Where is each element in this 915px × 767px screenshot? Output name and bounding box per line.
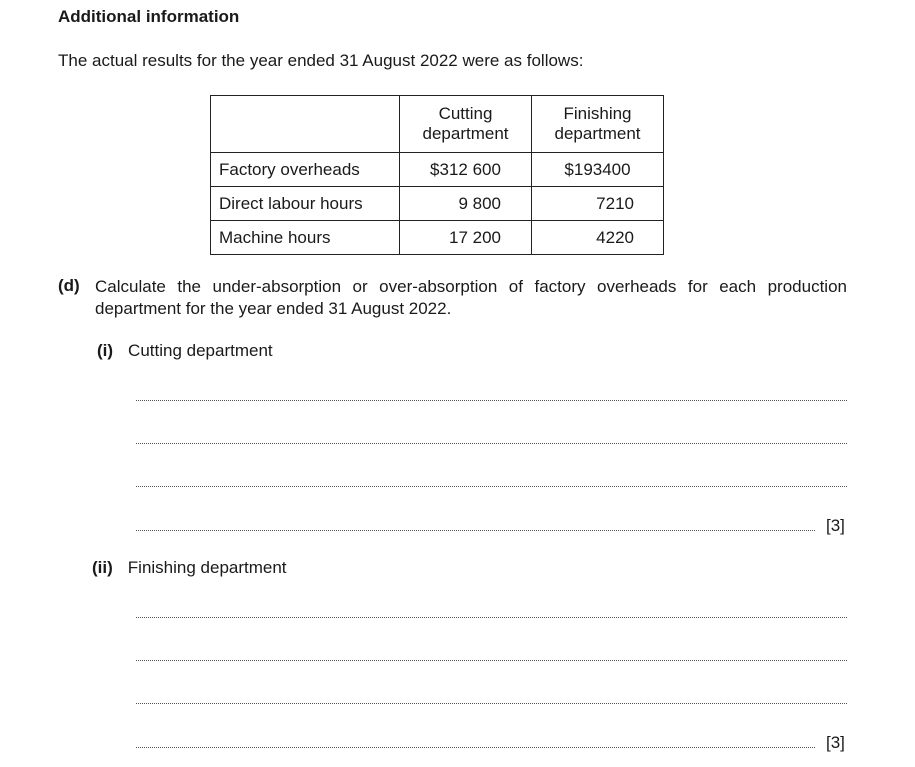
answer-line[interactable] [136, 486, 847, 487]
finishing-value: 4220 [532, 221, 664, 255]
table-row [211, 153, 664, 187]
part-ii-marks: [3] [826, 733, 845, 752]
intro-text: The actual results for the year ended 31 August 2022 were as follows: [58, 51, 584, 70]
table-header-finishing: Finishing department [532, 96, 664, 153]
part-ii-heading [92, 558, 287, 578]
part-i-text: Cutting department [128, 341, 273, 360]
finishing-value: $193400 [532, 153, 664, 187]
finishing-value: 7210 [532, 187, 664, 221]
row-label: Direct labour hours [211, 187, 400, 221]
answer-line[interactable] [136, 747, 815, 748]
part-ii-text: Finishing department [127, 558, 287, 577]
cutting-value: 17 200 [400, 221, 532, 255]
table-header-cutting: Cutting department [400, 96, 532, 153]
answer-line[interactable] [136, 443, 847, 444]
part-i-label: (i) [97, 341, 114, 360]
part-i-marks: [3] [826, 516, 845, 535]
results-table [210, 95, 664, 255]
table-row [211, 221, 664, 255]
answer-line[interactable] [136, 530, 815, 531]
question-d-text: Calculate the under-absorption or over-absorption of factory overheads for each production department for the year ended 31 August 2022. [95, 277, 847, 318]
row-label: Machine hours [211, 221, 400, 255]
answer-line[interactable] [136, 617, 847, 618]
answer-line[interactable] [136, 400, 847, 401]
part-ii-label: (ii) [92, 558, 113, 577]
cutting-value: $312 600 [400, 153, 532, 187]
part-i-heading [97, 341, 273, 361]
cutting-value: 9 800 [400, 187, 532, 221]
answer-line[interactable] [136, 660, 847, 661]
section-heading: Additional information [58, 7, 240, 26]
row-label: Factory overheads [211, 153, 400, 187]
question-d-label: (d) [58, 276, 80, 295]
answer-line[interactable] [136, 703, 847, 704]
table-header-empty [211, 96, 400, 153]
table-header-row [211, 96, 664, 153]
table-row [211, 187, 664, 221]
